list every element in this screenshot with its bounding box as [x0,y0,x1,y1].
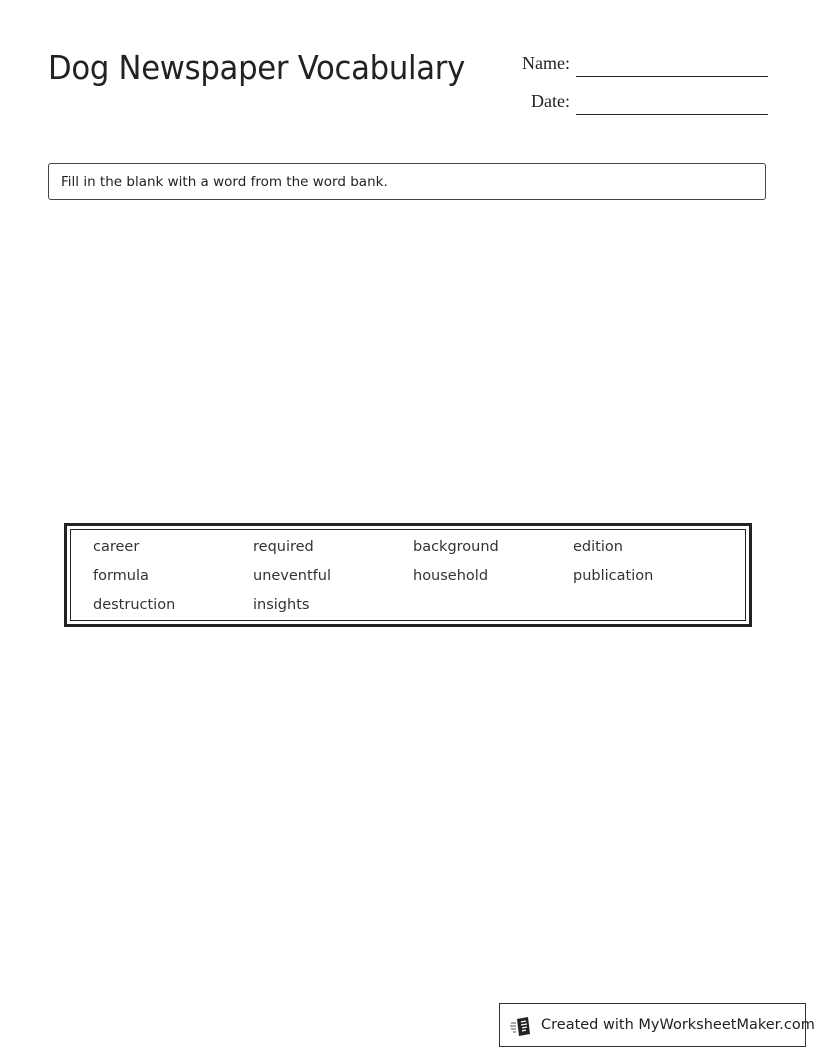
date-label: Date: [531,91,570,111]
name-label: Name: [522,53,570,73]
word-bank-item: uneventful [253,568,332,584]
footer-text: Created with MyWorksheetMaker.com [541,1017,815,1033]
word-bank-item: household [413,568,489,584]
word-bank-item: required [253,539,314,555]
word-bank-item: edition [573,539,623,555]
word-bank-item: formula [93,568,149,584]
name-input-line[interactable] [576,76,768,77]
footer-credit[interactable] [499,1003,815,1047]
date-input-line[interactable] [576,114,768,115]
word-bank-item: destruction [93,597,176,613]
word-bank-item: insights [253,597,310,613]
word-bank-item: career [93,539,140,555]
worksheet-logo-icon [510,1015,532,1037]
page-title: Dog Newspaper Vocabulary [48,48,466,87]
word-bank-item: background [413,539,499,555]
word-bank [64,523,752,627]
instructions-text: Fill in the blank with a word from the word bank. [61,174,388,190]
instructions-box [48,163,766,200]
word-bank-item: publication [573,568,654,584]
